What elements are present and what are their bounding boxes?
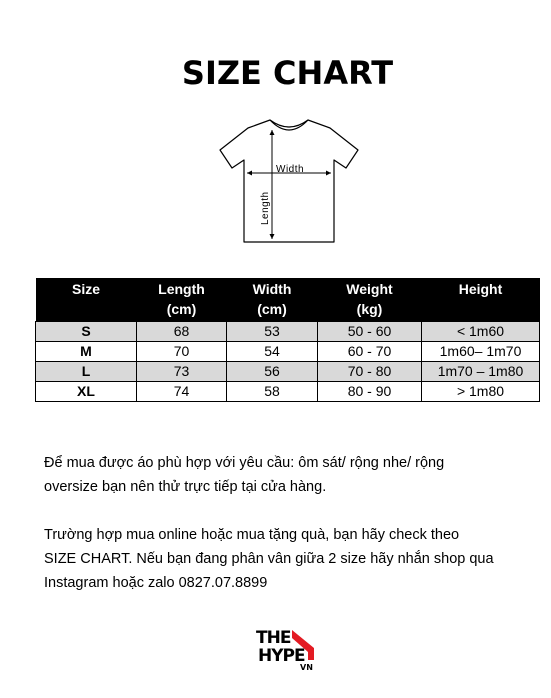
fit-advice-paragraph xyxy=(44,451,499,499)
length-cell: 74 xyxy=(137,382,227,402)
length-cell: 70 xyxy=(137,342,227,362)
width-cell: 58 xyxy=(227,382,318,402)
table-header-row xyxy=(36,278,540,322)
height-cell: > 1m80 xyxy=(422,382,540,402)
fit-advice-line-2: oversize bạn nên thử trực tiếp tại cửa hàng. xyxy=(44,479,327,495)
table-row xyxy=(36,362,540,382)
header-weight: Weight (kg) xyxy=(318,278,422,322)
size-cell: L xyxy=(36,362,137,382)
height-cell: 1m70 – 1m80 xyxy=(422,362,540,382)
the-hype-logo xyxy=(254,626,324,672)
width-cell: 53 xyxy=(227,322,318,342)
svg-text:THE: THE xyxy=(256,628,291,648)
width-label: Width xyxy=(276,164,305,175)
tshirt-diagram xyxy=(218,116,360,246)
width-cell: 54 xyxy=(227,342,318,362)
header-length: Length (cm) xyxy=(137,278,227,322)
table-row xyxy=(36,382,540,402)
height-cell: 1m60– 1m70 xyxy=(422,342,540,362)
table-row xyxy=(36,342,540,362)
size-cell: S xyxy=(36,322,137,342)
tshirt-outline xyxy=(220,120,358,242)
online-advice-line-2: SIZE CHART. Nếu bạn đang phân vân giữa 2 size hãy nhắn shop qua xyxy=(44,551,494,567)
table-row xyxy=(36,322,540,342)
online-advice-line-3: Instagram hoặc zalo 0827.07.8899 xyxy=(44,575,268,591)
svg-text:HYPE: HYPE xyxy=(258,646,305,666)
weight-cell: 60 - 70 xyxy=(318,342,422,362)
size-table xyxy=(35,278,540,402)
header-width: Width (cm) xyxy=(227,278,318,322)
header-size: Size xyxy=(36,278,137,322)
online-advice-paragraph xyxy=(44,523,499,595)
size-cell: M xyxy=(36,342,137,362)
length-cell: 68 xyxy=(137,322,227,342)
online-advice-line-1: Trường hợp mua online hoặc mua tặng quà, bạn hãy check theo xyxy=(44,527,460,543)
weight-cell: 80 - 90 xyxy=(318,382,422,402)
height-cell: < 1m60 xyxy=(422,322,540,342)
header-height: Height xyxy=(422,278,540,322)
length-label: Length xyxy=(260,191,271,225)
weight-cell: 70 - 80 xyxy=(318,362,422,382)
page-title: SIZE CHART xyxy=(181,54,394,92)
fit-advice-line-1: Để mua được áo phù hợp với yêu cầu: ôm sát/ rộng nhe/ rộng xyxy=(44,455,445,471)
size-cell: XL xyxy=(36,382,137,402)
length-cell: 73 xyxy=(137,362,227,382)
weight-cell: 50 - 60 xyxy=(318,322,422,342)
svg-text:VN: VN xyxy=(300,663,313,672)
width-cell: 56 xyxy=(227,362,318,382)
